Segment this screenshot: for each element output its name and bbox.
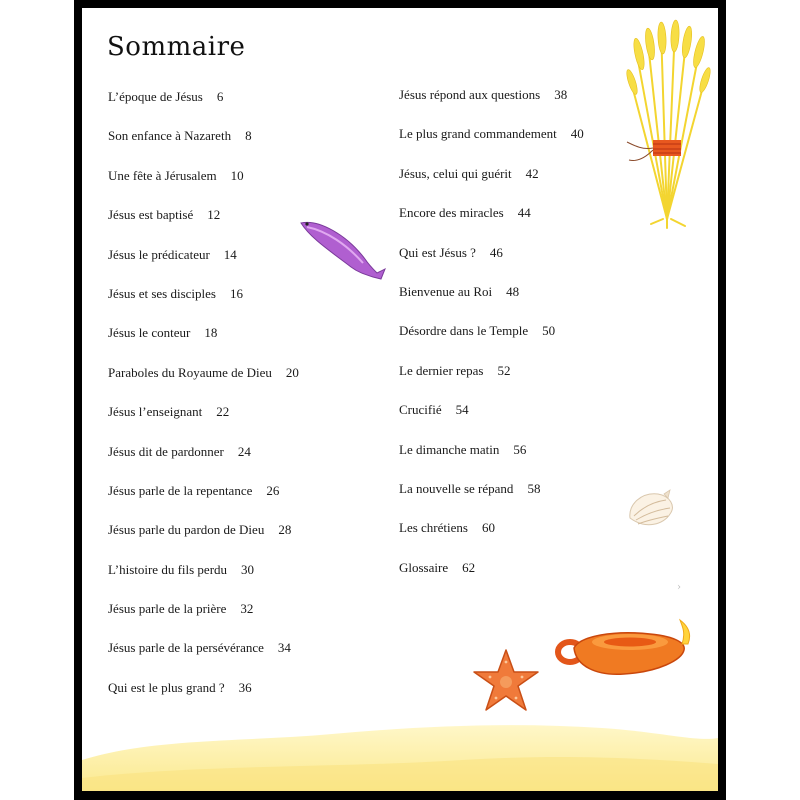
toc-entry-title: Jésus le prédicateur xyxy=(108,246,210,262)
page-title: Sommaire xyxy=(107,32,246,62)
toc-entry-page-number: 28 xyxy=(278,522,292,538)
toc-entry-page-number: 6 xyxy=(216,89,224,104)
toc-entry-title: Jésus parle de la persévérance xyxy=(108,640,264,656)
toc-entry-page-number: 14 xyxy=(223,246,237,262)
toc-entry-title: Paraboles du Royaume de Dieu xyxy=(108,364,272,380)
toc-entry-title: Jésus le conteur xyxy=(108,325,191,341)
toc-entry-page-number: 20 xyxy=(285,364,299,380)
toc-entry-title: Son enfance à Nazareth xyxy=(108,128,232,144)
oil-lamp-icon xyxy=(554,618,694,680)
toc-entry-page-number: 52 xyxy=(497,362,511,378)
toc-entry xyxy=(108,640,299,679)
toc-entry-title: Jésus parle de la prière xyxy=(108,601,227,617)
toc-entry-title: Jésus parle du pardon de Dieu xyxy=(108,522,265,538)
toc-entry-page-number: 36 xyxy=(238,679,252,695)
toc-entry-page-number: 30 xyxy=(241,561,255,577)
toc-entry-page-number: 38 xyxy=(554,87,568,102)
toc-entry xyxy=(399,520,584,559)
toc-entry xyxy=(108,680,299,719)
toc-entry-page-number: 40 xyxy=(570,126,584,142)
fish-icon xyxy=(297,213,387,283)
toc-entry-title: Le dernier repas xyxy=(399,362,484,378)
toc-entry-title: Le plus grand commandement xyxy=(399,126,557,142)
toc-entry-page-number: 22 xyxy=(216,404,230,420)
toc-entry-title: Encore des miracles xyxy=(399,205,504,221)
toc-entry xyxy=(108,601,299,640)
toc-entry-title: La nouvelle se répand xyxy=(399,480,514,496)
toc-entry xyxy=(399,363,584,402)
toc-entry-title: Bienvenue au Roi xyxy=(399,283,493,299)
toc-entry xyxy=(399,402,584,441)
toc-entry-page-number: 48 xyxy=(506,283,520,299)
toc-entry xyxy=(399,205,584,244)
toc-entry-title: Une fête à Jérusalem xyxy=(108,167,217,183)
toc-entry-page-number: 18 xyxy=(204,325,218,341)
toc-entry xyxy=(108,444,299,483)
toc-entry-page-number: 12 xyxy=(207,207,221,223)
toc-entry xyxy=(108,247,299,286)
toc-entry xyxy=(108,562,299,601)
toc-entry xyxy=(108,522,299,561)
toc-entry-page-number: 44 xyxy=(517,205,531,221)
toc-entry-page-number: 46 xyxy=(489,244,503,260)
toc-entry xyxy=(399,481,584,520)
toc-entry-title: Jésus l’enseignant xyxy=(108,404,203,420)
toc-entry-title: L’époque de Jésus xyxy=(108,89,203,104)
sand-icon xyxy=(82,708,718,791)
toc-entry xyxy=(399,442,584,481)
toc-entry-page-number: 60 xyxy=(481,520,495,536)
toc-entry-page-number: 32 xyxy=(240,601,254,617)
toc-entry xyxy=(108,286,299,325)
toc-entry xyxy=(108,483,299,522)
toc-entry-page-number: 42 xyxy=(525,165,539,181)
toc-entry-title: Jésus et ses disciples xyxy=(108,285,216,301)
toc-entry xyxy=(108,365,299,404)
toc-entry-title: Jésus répond aux questions xyxy=(399,87,541,102)
toc-entry xyxy=(399,166,584,205)
toc-entry-title: Désordre dans le Temple xyxy=(399,323,529,339)
toc-entry-page-number: 58 xyxy=(527,480,541,496)
book-page xyxy=(82,8,718,791)
toc-entry xyxy=(399,323,584,362)
toc-entry-title: Les chrétiens xyxy=(399,520,468,536)
contents-right-column xyxy=(399,87,584,599)
toc-entry-page-number: 24 xyxy=(237,443,251,459)
toc-entry-title: Le dimanche matin xyxy=(399,441,500,457)
toc-entry-page-number: 26 xyxy=(266,482,280,498)
toc-entry-page-number: 16 xyxy=(229,285,243,301)
toc-entry-title: Qui est le plus grand ? xyxy=(108,679,225,695)
toc-entry xyxy=(399,560,584,599)
toc-entry-title: Crucifié xyxy=(399,402,442,418)
toc-entry-title: Jésus parle de la repentance xyxy=(108,482,253,498)
toc-entry-page-number: 8 xyxy=(245,128,252,144)
wheat-sheaf-icon xyxy=(617,14,717,229)
toc-entry-title: Jésus est baptisé xyxy=(108,207,194,223)
toc-entry-title: L’histoire du fils perdu xyxy=(108,561,228,577)
toc-entry-title: Glossaire xyxy=(399,559,449,575)
toc-entry-page-number: 62 xyxy=(462,559,476,575)
toc-entry xyxy=(399,87,584,126)
toc-entry xyxy=(399,126,584,165)
toc-entry xyxy=(108,325,299,364)
toc-entry xyxy=(108,89,299,128)
contents-left-column xyxy=(108,89,299,719)
toc-entry-title: Jésus, celui qui guérit xyxy=(399,165,512,181)
toc-entry-page-number: 56 xyxy=(513,441,527,457)
toc-entry xyxy=(108,404,299,443)
toc-entry-title: Qui est Jésus ? xyxy=(399,244,476,260)
toc-entry-page-number: 50 xyxy=(542,323,556,339)
toc-entry-title: Jésus dit de pardonner xyxy=(108,443,224,459)
toc-entry xyxy=(399,245,584,284)
margin-mark: › xyxy=(677,582,681,593)
toc-entry xyxy=(108,168,299,207)
toc-entry xyxy=(399,284,584,323)
seashell-icon xyxy=(624,486,676,534)
toc-entry xyxy=(108,207,299,246)
toc-entry-page-number: 10 xyxy=(230,167,244,183)
toc-entry-page-number: 54 xyxy=(455,402,469,418)
starfish-icon xyxy=(470,646,542,718)
toc-entry xyxy=(108,128,299,167)
toc-entry-page-number: 34 xyxy=(277,640,291,656)
